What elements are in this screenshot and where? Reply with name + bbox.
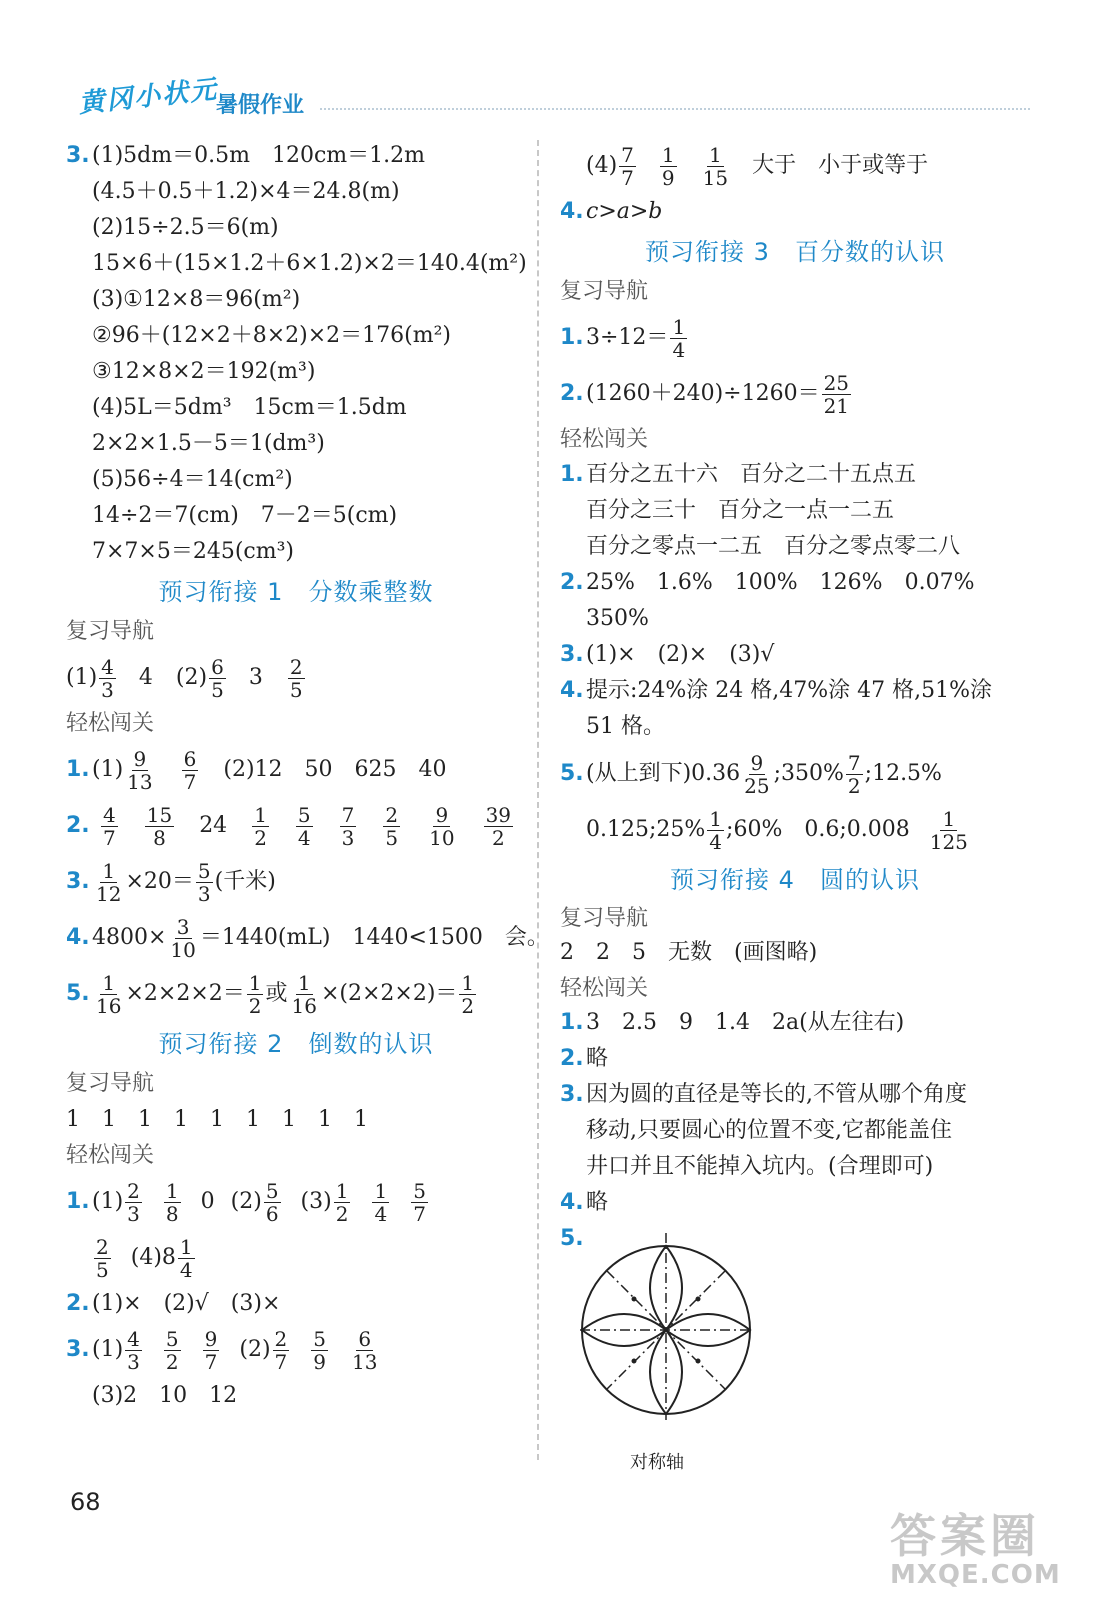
fraction: $\frac{7}{7}$: [621, 142, 634, 190]
answer-text: 0.125;25%: [586, 817, 706, 842]
fraction: $\frac{5}{4}$: [297, 802, 311, 850]
answer-line: 7×7×5＝245(cm³): [92, 539, 295, 564]
answer-line: 2×2×1.5－5＝1(dm³): [92, 431, 325, 456]
figure-caption: 对称轴: [630, 1452, 684, 1473]
answer-line: 350%: [586, 606, 649, 631]
answer-text: c>a>b: [586, 199, 663, 224]
answer-text: (千米): [214, 869, 276, 894]
question-number: 2.: [560, 1046, 584, 1071]
fraction: $\frac{1}{2}$: [254, 802, 267, 850]
subsection-label: 轻松闯关: [66, 711, 155, 736]
header-rule: [320, 108, 1030, 110]
subsection-label: 复习导航: [66, 619, 155, 644]
fraction: $\frac{39}{2}$: [485, 802, 512, 850]
answer-text: (1)× (2)× (3)√: [586, 642, 775, 667]
answer-line: 百分之三十 百分之一点一二五: [586, 498, 895, 523]
answer-line: (5)56÷4＝14(cm²): [92, 467, 293, 492]
question-number: 1.: [560, 462, 584, 487]
fraction: $\frac{1}{8}$: [165, 1178, 179, 1226]
answer-text: 3 2.5 9 1.4 2a(从左往右): [586, 1010, 905, 1035]
question-number: 1.: [66, 757, 90, 782]
answer-line: 2 2 5 无数 (画图略): [560, 940, 818, 965]
circle-symmetry-figure: [578, 1225, 758, 1429]
fraction: $\frac{9}{25}$: [744, 750, 770, 798]
fraction: $\frac{1}{2}$: [335, 1178, 349, 1226]
question-number: 3.: [66, 143, 90, 168]
subsection-label: 轻松闯关: [66, 1143, 155, 1168]
question-number: 2.: [560, 381, 584, 406]
answer-line: 14÷2＝7(cm) 7－2＝5(cm): [92, 503, 398, 528]
brand-logo: 黄冈小状元: [77, 74, 220, 120]
fraction: $\frac{4}{3}$: [101, 654, 114, 702]
answer-text: ;12.5%: [864, 761, 942, 786]
fraction: $\frac{5}{3}$: [197, 858, 211, 906]
question-number: 4.: [66, 925, 90, 950]
answer-text: 25% 1.6% 100% 126% 0.07%: [586, 570, 975, 595]
question-number: 4.: [560, 678, 584, 703]
question-number: 3.: [66, 869, 90, 894]
column-divider: [537, 140, 539, 1460]
answer-line: (4)5L＝5dm³ 15cm＝1.5dm: [92, 395, 407, 420]
answer-line: 百分之零点一二五 百分之零点零二八: [586, 534, 961, 559]
fraction: $\frac{1}{4}$: [672, 314, 686, 362]
part-label: (2): [230, 1189, 262, 1214]
answer-text: (从上到下)0.36: [586, 761, 741, 786]
fraction: $\frac{1}{2}$: [461, 970, 475, 1018]
part-label: (1): [92, 1189, 124, 1214]
answer-value: 3: [248, 665, 263, 690]
fraction: $\frac{4}{7}$: [103, 802, 116, 850]
answer-line: ②96＋(12×2＋8×2)×2＝176(m²): [92, 323, 452, 348]
question-number: 1.: [560, 1010, 584, 1035]
section-title: 预习衔接 3 百分数的认识: [645, 238, 945, 266]
answer-text: (2)12 50 625 40: [223, 757, 447, 782]
subsection-label: 轻松闯关: [560, 427, 649, 452]
answer-line: (2)15÷2.5＝6(m): [92, 215, 279, 240]
answer-text: (1)× (2)√ (3)×: [92, 1291, 281, 1316]
fraction: $\frac{25}{21}$: [823, 370, 850, 418]
answer-line: ③12×8×2＝192(m³): [92, 359, 316, 384]
fraction: $\frac{2}{3}$: [127, 1178, 140, 1226]
watermark-url: MXQE.COM: [890, 1560, 1061, 1590]
fraction: $\frac{1}{4}$: [179, 1234, 193, 1282]
answer-text: 3÷12＝: [586, 325, 669, 350]
part-label: (1): [92, 1337, 124, 1362]
section-title: 预习衔接 2 倒数的认识: [158, 1030, 434, 1058]
fraction: $\frac{6}{5}$: [211, 654, 224, 702]
part-label: (3): [300, 1189, 332, 1214]
answer-text: ;60% 0.6;0.008: [726, 817, 910, 842]
answer-line: (3)2 10 12: [92, 1383, 238, 1408]
fraction: $\frac{1}{16}$: [291, 970, 317, 1018]
part-label: (4): [586, 153, 618, 178]
answer-text: ×2×2×2＝: [125, 981, 245, 1006]
fraction: $\frac{1}{125}$: [929, 806, 968, 854]
header-title: 暑假作业: [216, 93, 305, 118]
fraction: $\frac{5}{7}$: [413, 1178, 426, 1226]
question-number: 2.: [66, 813, 90, 838]
fraction: $\frac{2}{5}$: [96, 1234, 109, 1282]
fraction: $\frac{2}{7}$: [274, 1326, 288, 1374]
answer-value: 24: [199, 813, 228, 838]
fraction: $\frac{7}{2}$: [847, 750, 861, 798]
watermark-text: 答案圈: [890, 1509, 1040, 1563]
fraction: $\frac{1}{2}$: [248, 970, 262, 1018]
question-number: 1.: [66, 1189, 90, 1214]
question-number: 3.: [560, 1082, 584, 1107]
fraction: $\frac{1}{4}$: [374, 1178, 388, 1226]
question-number: 4.: [560, 199, 584, 224]
page-number: 68: [70, 1488, 101, 1516]
part-label: (2): [239, 1337, 271, 1362]
fraction: $\frac{1}{4}$: [709, 806, 723, 854]
answer-line: 15×6＋(15×1.2＋6×1.2)×2＝140.4(m²): [92, 251, 527, 276]
fraction: $\frac{9}{10}$: [429, 802, 455, 850]
fraction: $\frac{1}{16}$: [96, 970, 122, 1018]
right-column: [560, 138, 1030, 1258]
left-column: [66, 138, 549, 1414]
fraction: $\frac{1}{9}$: [661, 142, 675, 190]
answer-line: 1 1 1 1 1 1 1 1 1: [66, 1107, 368, 1132]
section-title: 预习衔接 4 圆的认识: [670, 866, 920, 894]
question-number: 5.: [560, 1226, 584, 1251]
part-label: (1): [92, 757, 124, 782]
answer-text: 略: [586, 1046, 609, 1071]
subsection-label: 复习导航: [66, 1071, 155, 1096]
subsection-label: 复习导航: [560, 906, 649, 931]
answer-text: ×20＝: [125, 869, 194, 894]
answer-text: (1260＋240)÷1260＝: [586, 381, 820, 406]
fraction: $\frac{5}{9}$: [313, 1326, 327, 1374]
fraction: $\frac{6}{7}$: [183, 746, 197, 794]
question-number: 4.: [560, 1190, 584, 1215]
fraction: $\frac{4}{3}$: [127, 1326, 140, 1374]
answer-value: 4: [138, 665, 153, 690]
answer-line: (4.5＋0.5＋1.2)×4＝24.8(m): [92, 179, 400, 204]
answer-text: 百分之五十六 百分之二十五点五: [586, 462, 917, 487]
fraction: $\frac{5}{2}$: [165, 1326, 179, 1374]
subsection-label: 轻松闯关: [560, 976, 649, 1001]
subsection-label: 复习导航: [560, 279, 649, 304]
answer-text: ;350%: [773, 761, 844, 786]
answer-line: 51 格。: [586, 714, 665, 739]
fraction: $\frac{2}{5}$: [289, 654, 303, 702]
question-number: 2.: [560, 570, 584, 595]
part-label: (4)8: [130, 1245, 176, 1270]
answer-line: (1)5dm＝0.5m 120cm＝1.2m: [92, 143, 425, 168]
answer-line: 井口并且不能掉入坑内。(合理即可): [586, 1154, 934, 1179]
page-header: [70, 70, 1030, 120]
answer-text: ×(2×2×2)＝: [320, 981, 458, 1006]
question-number: 1.: [560, 325, 584, 350]
question-number: 3.: [66, 1337, 90, 1362]
fraction: $\frac{2}{5}$: [385, 802, 399, 850]
answer-text: 略: [586, 1190, 609, 1215]
fraction: $\frac{5}{6}$: [265, 1178, 279, 1226]
fraction: $\frac{3}{10}$: [170, 914, 196, 962]
question-number: 5.: [66, 981, 90, 1006]
answer-line: 移动,只要圆心的位置不变,它都能盖住: [586, 1118, 952, 1143]
answer-text: 大于 小于或等于: [752, 153, 929, 178]
part-label: (1): [66, 665, 98, 690]
fraction: $\frac{9}{13}$: [127, 746, 153, 794]
answer-line: (3)①12×8＝96(m²): [92, 287, 301, 312]
fraction: $\frac{1}{12}$: [96, 858, 122, 906]
fraction: $\frac{7}{3}$: [341, 802, 355, 850]
answer-text: 因为圆的直径是等长的,不管从哪个角度: [586, 1082, 967, 1107]
answer-text: 4800×: [92, 925, 167, 950]
section-title: 预习衔接 1 分数乘整数: [158, 578, 434, 606]
answer-text: 提示:24%涂 24 格,47%涂 47 格,51%涂: [586, 678, 993, 703]
fraction: $\frac{15}{8}$: [146, 802, 173, 850]
part-label: (2): [175, 665, 208, 690]
answer-text: ＝1440(mL) 1440<1500 会。: [199, 925, 549, 950]
question-number: 5.: [560, 761, 584, 786]
fraction: $\frac{6}{13}$: [352, 1326, 378, 1374]
answer-value: 0: [200, 1189, 215, 1214]
answer-text: 或: [265, 981, 288, 1006]
watermark: [890, 1500, 1061, 1590]
question-number: 3.: [560, 642, 584, 667]
question-number: 2.: [66, 1291, 90, 1316]
fraction: $\frac{9}{7}$: [204, 1326, 218, 1374]
fraction: $\frac{1}{15}$: [702, 142, 729, 190]
